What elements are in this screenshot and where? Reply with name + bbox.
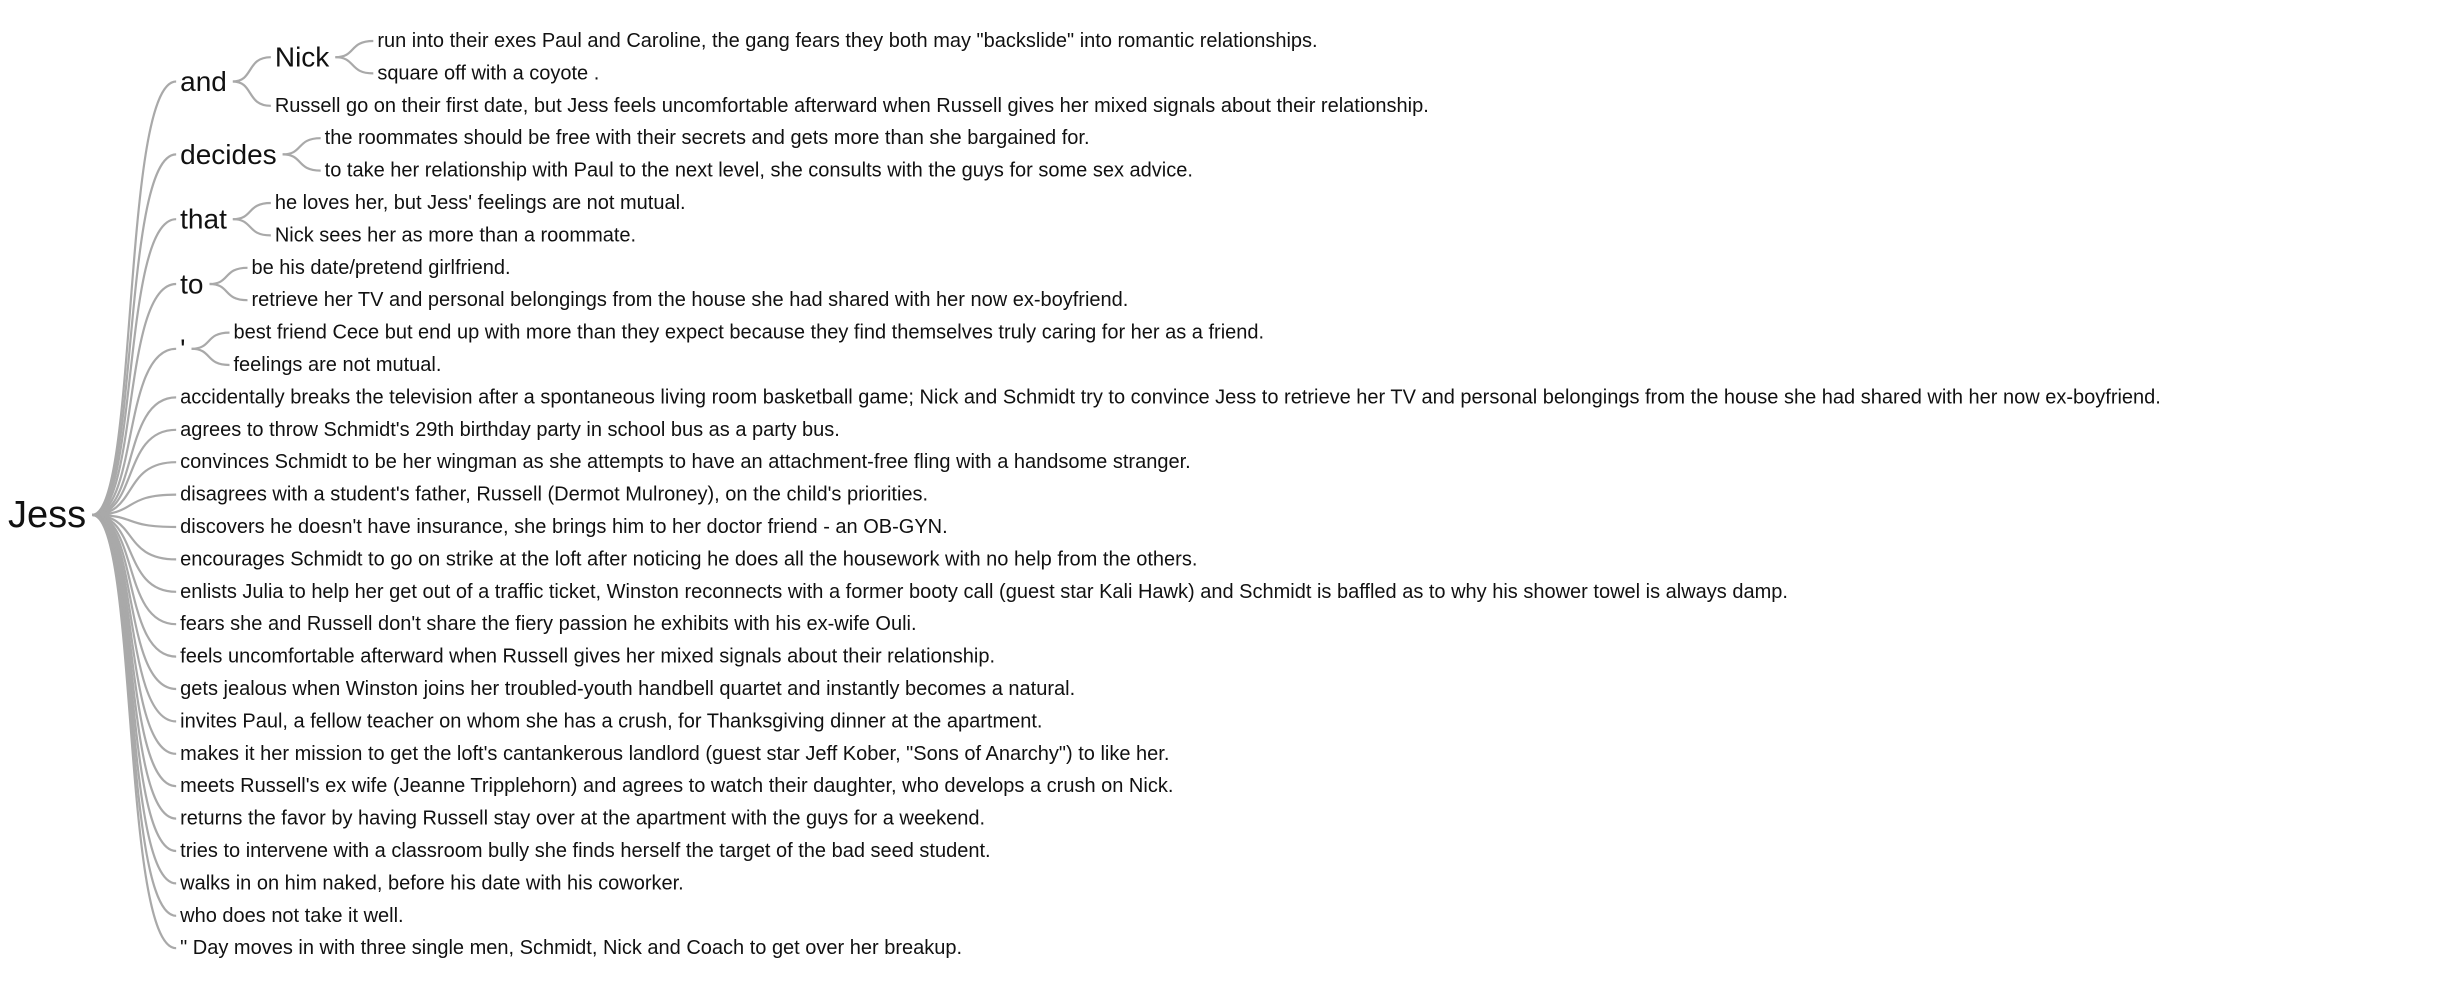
leaf-phrase: be his date/pretend girlfriend. bbox=[251, 256, 511, 279]
tree-connector bbox=[233, 219, 271, 235]
leaf-phrase: fears she and Russell don't share the fiery passion he exhibits with his ex-wife Ouli. bbox=[180, 613, 917, 636]
leaf-phrase: encourages Schmidt to go on strike at the loft after noticing he does all the housework with no help from the others. bbox=[180, 548, 1198, 571]
leaf-phrase: makes it her mission to get the loft's cantankerous landlord (guest star Jeff Kober, "Sons of Anarchy") to like her. bbox=[180, 742, 1170, 765]
tree-connector bbox=[192, 333, 230, 349]
tree-connector bbox=[233, 57, 271, 81]
branch-word: ' bbox=[180, 333, 186, 365]
leaf-phrase: discovers he doesn't have insurance, she brings him to her doctor friend - an OB-GYN. bbox=[180, 516, 948, 538]
root-word: Jess bbox=[8, 493, 87, 536]
leaf-phrase: invites Paul, a fellow teacher on whom she has a crush, for Thanksgiving dinner at the apartment. bbox=[180, 710, 1043, 733]
leaf-phrase: retrieve her TV and personal belongings from the house she had shared with her now ex-boyfriend. bbox=[251, 289, 1129, 312]
leaf-phrase: best friend Cece but end up with more than they expect because they find themselves truly caring for her as a friend. bbox=[233, 321, 1265, 344]
tree-connector bbox=[92, 515, 176, 624]
leaf-phrase: agrees to throw Schmidt's 29th birthday party in school bus as a party bus. bbox=[180, 418, 840, 441]
tree-connector bbox=[283, 154, 321, 170]
leaf-phrase: the roommates should be free with their secrets and gets more than she bargained for. bbox=[324, 127, 1090, 150]
leaf-phrase: Nick sees her as more than a roommate. bbox=[274, 224, 637, 247]
leaf-phrase: who does not take it well. bbox=[180, 904, 404, 927]
leaf-phrase: he loves her, but Jess' feelings are not mutual. bbox=[274, 192, 686, 214]
leaf-phrase: run into their exes Paul and Caroline, the gang fears they both may "backslide" into romantic relationships. bbox=[377, 30, 1318, 52]
leaf-phrase: disagrees with a student's father, Russell (Dermot Mulroney), on the child's priorities. bbox=[180, 483, 929, 506]
branch-word: Nick bbox=[274, 41, 330, 73]
leaf-phrase: " Day moves in with three single men, Schmidt, Nick and Coach to get over her breakup. bbox=[180, 937, 963, 960]
tree-connector bbox=[233, 82, 271, 106]
branch-word: and bbox=[180, 66, 227, 97]
branch-word: that bbox=[180, 203, 227, 235]
tree-connector bbox=[335, 57, 373, 73]
leaf-phrase: convinces Schmidt to be her wingman as she attempts to have an attachment-free fling with a handsome stranger. bbox=[180, 451, 1191, 474]
leaf-phrase: to take her relationship with Paul to the next level, she consults with the guys for some sex advice. bbox=[324, 159, 1193, 182]
branch-word: to bbox=[180, 268, 204, 300]
tree-connector bbox=[283, 138, 321, 154]
leaf-phrase: enlists Julia to help her get out of a traffic ticket, Winston reconnects with a former booty call (guest star Kali Hawk) and Schmidt is baffled as to why his shower towel is always damp. bbox=[180, 580, 1788, 603]
leaf-phrase: gets jealous when Winston joins her troubled-youth handbell quartet and instantly becomes a natural. bbox=[180, 678, 1076, 700]
leaf-phrase: feelings are not mutual. bbox=[233, 354, 442, 376]
leaf-phrase: tries to intervene with a classroom bully she finds herself the target of the bad seed student. bbox=[180, 840, 991, 862]
tree-connector bbox=[233, 203, 271, 219]
tree-connector bbox=[210, 284, 248, 300]
tree-connector bbox=[192, 349, 230, 365]
leaf-phrase: square off with a coyote . bbox=[377, 62, 600, 85]
tree-connector bbox=[92, 515, 176, 851]
leaf-phrase: feels uncomfortable afterward when Russell gives her mixed signals about their relationship. bbox=[180, 645, 996, 668]
leaf-phrase: Russell go on their first date, but Jess feels uncomfortable afterward when Russell gives her mixed signals about their relationship. bbox=[274, 94, 1429, 117]
leaf-phrase: walks in on him naked, before his date with his coworker. bbox=[180, 872, 684, 895]
leaf-phrase: accidentally breaks the television after a spontaneous living room basketball game; Nick and Schmidt try to convince Jess to retrieve her TV and personal belongings from the house she had shared with her now ex-boyfriend. bbox=[180, 386, 2161, 409]
tree-connector bbox=[335, 41, 373, 57]
tree-labels bbox=[8, 30, 2161, 959]
leaf-phrase: meets Russell's ex wife (Jeanne Tripplehorn) and agrees to watch their daughter, who develops a crush on Nick. bbox=[180, 775, 1174, 798]
branch-word: decides bbox=[180, 138, 277, 170]
tree-connector bbox=[210, 268, 248, 284]
leaf-phrase: returns the favor by having Russell stay over at the apartment with the guys for a weekend. bbox=[180, 807, 986, 830]
